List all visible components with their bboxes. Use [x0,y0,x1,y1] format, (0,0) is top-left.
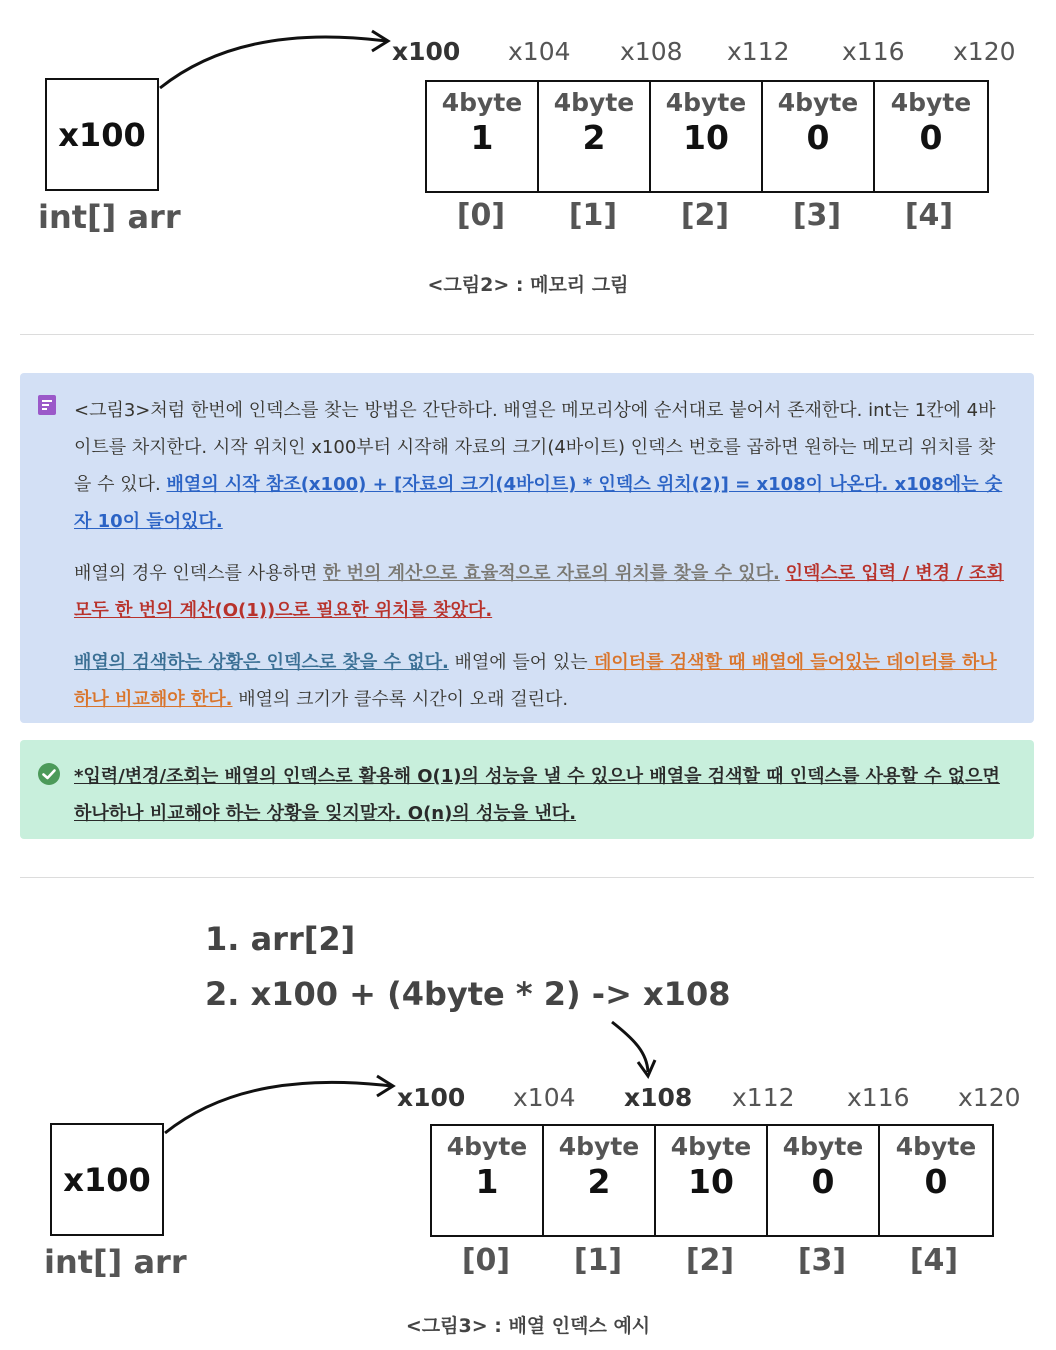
array-index-figure [0,900,1056,1350]
index-label: [0] [456,198,506,233]
cell-size: 4byte [665,88,747,117]
address-label: x112 [732,1083,795,1112]
pointer-box: x100 [50,1123,164,1236]
cell-value: 1 [475,1162,499,1201]
check-circle-icon [37,762,61,786]
check-paragraph [74,758,1014,832]
address-label: x104 [513,1083,576,1112]
array-cells [430,1124,994,1237]
figure-caption: <그림2> : 메모리 그림 [427,274,629,296]
cell-value: 0 [806,118,830,157]
highlight-gray-text: 한 번의 계산으로 효율적으로 자료의 위치를 찾을 수 있다. [322,563,780,584]
address-label: x100 [392,37,461,66]
index-label: [2] [685,1243,735,1278]
array-cell [651,82,763,191]
cell-value: 0 [811,1162,835,1201]
memory-figure [0,0,1056,330]
address-label: x104 [508,37,571,66]
cell-size: 4byte [777,88,859,117]
divider [20,877,1034,878]
array-cell [768,1126,880,1235]
array-cell [763,82,875,191]
index-label: [0] [461,1243,511,1278]
index-label: [1] [568,198,618,233]
info-paragraph-1 [74,392,1004,540]
array-cell [539,82,651,191]
cell-value: 2 [587,1162,611,1201]
highlight-orange-text: 데이터를 검색할 때 배열에 들어있는 데이터를 하나하나 비교해야 한다. [74,652,997,710]
document-icon [37,394,57,416]
cell-size: 4byte [895,1132,977,1161]
cell-value: 0 [924,1162,948,1201]
cell-value: 10 [683,118,729,157]
pointer-box: x100 [45,78,159,191]
info-paragraph-2 [74,555,1004,629]
address-label: x120 [953,37,1016,66]
check-callout [20,740,1034,839]
cell-size: 4byte [670,1132,752,1161]
array-cell [880,1126,992,1235]
pointer-label: int[] arr [44,1243,187,1281]
cell-value: 2 [582,118,606,157]
array-cell [544,1126,656,1235]
address-label: x100 [397,1083,466,1112]
index-label: [1] [573,1243,623,1278]
highlight-teal-text: 배열의 검색하는 상황은 인덱스로 찾을 수 없다. [74,652,449,673]
info-paragraph-3 [74,644,1004,718]
address-label: x112 [727,37,790,66]
index-label: [2] [680,198,730,233]
array-cell [427,82,539,191]
cell-size: 4byte [553,88,635,117]
info-text: 배열의 경우 인덱스를 사용하면 [74,563,323,584]
index-label: [4] [904,198,954,233]
address-label: x108 [620,37,683,66]
info-text: <그림3>처럼 한번에 인덱스를 찾는 방법은 간단하다. 배열은 메모리상에 순서대로 붙어서 존재한다. int는 1칸에 4바이트를 차지한다. 시작 위치인 x100부터 시작해 자료의 크기(4바이트) 인덱스 번호를 곱하면 원하는 메모리 위치를 찾을 수 있다. [74,400,996,495]
cell-size: 4byte [558,1132,640,1161]
info-text: 배열에 들어 있는 [448,652,588,673]
step-2: 2. x100 + (4byte * 2) -> x108 [205,975,731,1013]
info-callout [20,373,1034,723]
index-label: [4] [909,1243,959,1278]
figure-caption: <그림3> : 배열 인덱스 예시 [405,1315,651,1337]
address-label: x116 [842,37,905,66]
info-text: 배열의 크기가 클수록 시간이 오래 걸린다. [232,689,569,710]
array-cells [425,80,989,193]
cell-value: 1 [470,118,494,157]
cell-size: 4byte [441,88,523,117]
cell-size: 4byte [446,1132,528,1161]
step-1: 1. arr[2] [205,920,356,958]
index-label: [3] [792,198,842,233]
address-label-highlighted: x108 [624,1083,693,1112]
formula-link-text: 배열의 시작 참조(x100) + [자료의 크기(4바이트) * 인덱스 위치(2)] = x108이 나온다. x108에는 숫자 10이 들어있다. [74,474,1003,532]
array-cell [875,82,987,191]
address-label: x120 [958,1083,1021,1112]
array-cell [656,1126,768,1235]
cell-size: 4byte [890,88,972,117]
array-cell [432,1126,544,1235]
summary-text: *입력/변경/조회는 배열의 인덱스로 활용해 O(1)의 성능을 낼 수 있으나 배열을 검색할 때 인덱스를 사용할 수 없으면 하나하나 비교해야 하는 상황을 잊지말자. O(n)의 성능을 낸다. [74,766,1000,824]
address-label: x116 [847,1083,910,1112]
divider [20,334,1034,335]
pointer-label: int[] arr [38,198,181,236]
highlight-red-text: 인덱스로 입력 / 변경 / 조회 모두 한 번의 계산(O(1))으로 필요한 위치를 찾았다. [74,563,1004,621]
index-label: [3] [797,1243,847,1278]
cell-value: 0 [919,118,943,157]
cell-value: 10 [688,1162,734,1201]
cell-size: 4byte [782,1132,864,1161]
